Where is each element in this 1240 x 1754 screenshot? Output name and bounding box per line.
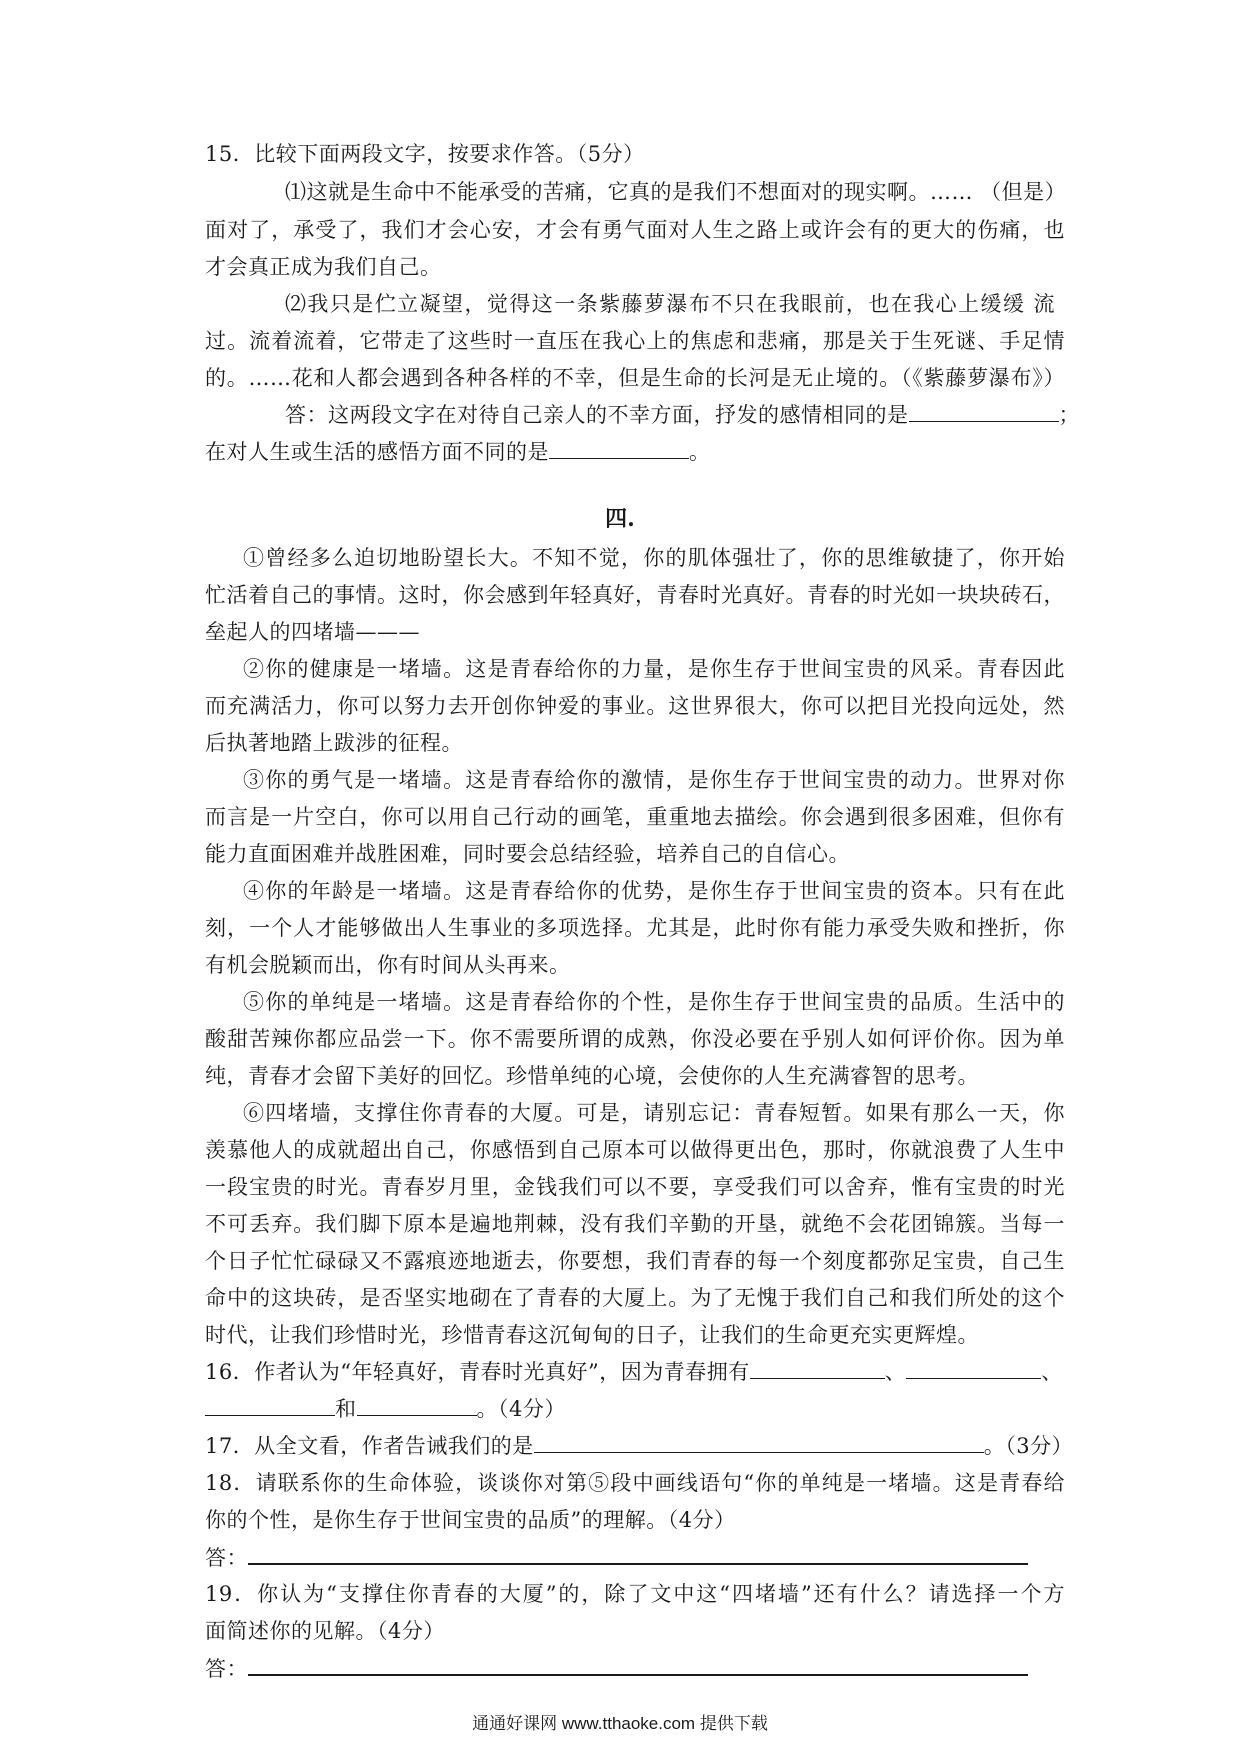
q16-separator1: 、 (884, 1360, 907, 1384)
para1-line1: ①曾经多么迫切地盼望长大。不知不觉，你的肌体强壮了，你的思维敏捷了，你开始 (243, 546, 1065, 570)
q16-blank2[interactable] (906, 1356, 1041, 1379)
q16-score: 。（4分） (476, 1397, 566, 1421)
q17-line (205, 1430, 1074, 1462)
section-title: 四. (605, 506, 635, 532)
q15-para2-line2: 过。流着流着，它带走了这些时一直压在我心上的焦虑和悲痛，那是关于生死谜、手足情 (205, 329, 1065, 353)
q19-answer-field[interactable] (248, 1652, 1028, 1676)
q17-score: 。（3分） (983, 1434, 1074, 1458)
q15-answer-line1 (285, 399, 1080, 431)
q18-line2: 你的个性，是你生存于世间宝贵的品质”的理解。（4分） (205, 1508, 736, 1532)
q15-answer-blank2[interactable] (549, 436, 689, 459)
q16-blank3[interactable] (205, 1393, 335, 1416)
q19-answer-label: 答： (205, 1657, 248, 1681)
q15-answer-prompt1: 答：这两段文字在对待自己亲人的不幸方面，抒发的感情相同的是 (285, 403, 909, 427)
q18-line1: 18．请联系你的生命体验，谈谈你对第⑤段中画线语句“你的单纯是一堵墙。这是青春给 (205, 1471, 1065, 1495)
para6-line6: 命中的这块砖，是否坚实地砌在了青春的大厦上。为了无愧于我们自己和我们所处的这个 (205, 1286, 1065, 1310)
para3-line3: 能力直面困难并战胜困难，同时要会总结经验，培养自己的自信心。 (205, 842, 850, 866)
para6-line2: 羡慕他人的成就超出自己，你感悟到自己原本可以做得更出色，那时，你就浪费了人生中 (205, 1138, 1065, 1162)
para3-line2: 而言是一片空白，你可以用自己行动的画笔，重重地去描绘。你会遇到很多困难，但你有 (205, 805, 1065, 829)
para6-line3: 一段宝贵的时光。青春岁月里，金钱我们可以不要，享受我们可以舍弃，惟有宝贵的时光 (205, 1175, 1065, 1199)
q18-answer-line (205, 1541, 1065, 1573)
para4-line1: ④你的年龄是一堵墙。这是青春给你的优势，是你生存于世间宝贵的资本。只有在此 (243, 879, 1065, 903)
q15-answer-period: 。 (689, 440, 711, 464)
para2-line2: 而充满活力，你可以努力去开创你钟爱的事业。这世界很大，你可以把目光投向远处，然 (205, 694, 1065, 718)
footer-credit: 通通好课网 www.tthaoke.com 提供下载 (472, 1714, 768, 1733)
q16-line2 (205, 1393, 1065, 1425)
q18-answer-field[interactable] (248, 1541, 1028, 1565)
q15-answer-line2 (205, 436, 1065, 468)
q19-line1: 19．你认为“支撑住你青春的大厦”的，除了文中这“四堵墙”还有什么？请选择一个方 (205, 1582, 1065, 1606)
para3-line1: ③你的勇气是一堵墙。这是青春给你的激情，是你生存于世间宝贵的动力。世界对你 (243, 768, 1065, 792)
q16-prompt: 16．作者认为“年轻真好，青春时光真好”，因为青春拥有 (205, 1360, 750, 1384)
q15-para1-line3: 才会真正成为我们自己。 (205, 255, 442, 279)
q15-answer-blank1[interactable] (909, 399, 1059, 422)
para1-line3: 垒起人的四堵墙——— (205, 620, 420, 644)
para4-line2: 刻，一个人才能够做出人生事业的多项选择。尤其是，此时你有能力承受失败和挫折，你 (205, 916, 1065, 940)
q15-title: 15．比较下面两段文字，按要求作答。（5分） (205, 142, 645, 166)
q17-prompt: 17．从全文看，作者告诫我们的是 (205, 1434, 534, 1458)
q15-para2-line1: ⑵我只是伫立凝望，觉得这一条紫藤萝瀑布不只在我眼前，也在我心上缓缓 流 (285, 292, 1055, 316)
q16-line1 (205, 1356, 1065, 1388)
q17-blank[interactable] (534, 1430, 984, 1453)
q15-answer-prompt2: 在对人生或生活的感悟方面不同的是 (205, 440, 549, 464)
para4-line3: 有机会脱颖而出，你有时间从头再来。 (205, 953, 571, 977)
q19-line2: 面简述你的见解。（4分） (205, 1619, 445, 1643)
para6-line7: 时代，让我们珍惜时光，珍惜青春这沉甸甸的日子，让我们的生命更充实更辉煌。 (205, 1323, 979, 1347)
para2-line1: ②你的健康是一堵墙。这是青春给你的力量，是你生存于世间宝贵的风采。青春因此 (243, 657, 1065, 681)
para5-line2: 酸甜苦辣你都应品尝一下。你不需要所谓的成熟，你没必要在乎别人如何评价你。因为单 (205, 1027, 1065, 1051)
q15-para1-line2: 面对了，承受了，我们才会心安，才会有勇气面对人生之路上或许会有的更大的伤痛，也 (205, 218, 1065, 242)
q15-para2-line3: 的。……花和人都会遇到各种各样的不幸，但是生命的长河是无止境的。（《紫藤萝瀑布》） (205, 366, 1065, 390)
para1-line2: 忙活着自己的事情。这时，你会感到年轻真好，青春时光真好。青春的时光如一块块砖石， (205, 583, 1065, 607)
q18-answer-label: 答： (205, 1546, 248, 1570)
q16-separator2: 、 (1041, 1360, 1063, 1384)
para2-line3: 后执著地踏上跋涉的征程。 (205, 731, 463, 755)
q16-blank1[interactable] (750, 1356, 885, 1379)
q19-answer-line (205, 1652, 1065, 1684)
q16-and: 和 (335, 1397, 357, 1421)
q15-para1-line1: ⑴这就是生命中不能承受的苦痛，它真的是我们不想面对的现实啊。…… （但是） (285, 180, 1067, 204)
para5-line3: 纯，青春才会留下美好的回忆。珍惜单纯的心境，会使你的人生充满睿智的思考。 (205, 1064, 979, 1088)
para6-line5: 个日子忙忙碌碌又不露痕迹地逝去，你要想，我们青春的每一个刻度都弥足宝贵，自己生 (205, 1249, 1065, 1273)
para5-line1: ⑤你的单纯是一堵墙。这是青春给你的个性，是你生存于世间宝贵的品质。生活中的 (243, 990, 1065, 1014)
para6-line1: ⑥四堵墙，支撑住你青春的大厦。可是，请别忘记：青春短暂。如果有那么一天，你 (243, 1101, 1065, 1125)
q15-answer-semicolon: ； (1058, 403, 1080, 427)
para6-line4: 不可丢弃。我们脚下原本是遍地荆棘，没有我们辛勤的开垦，就绝不会花团锦簇。当每一 (205, 1212, 1065, 1236)
q16-blank4[interactable] (357, 1393, 477, 1416)
